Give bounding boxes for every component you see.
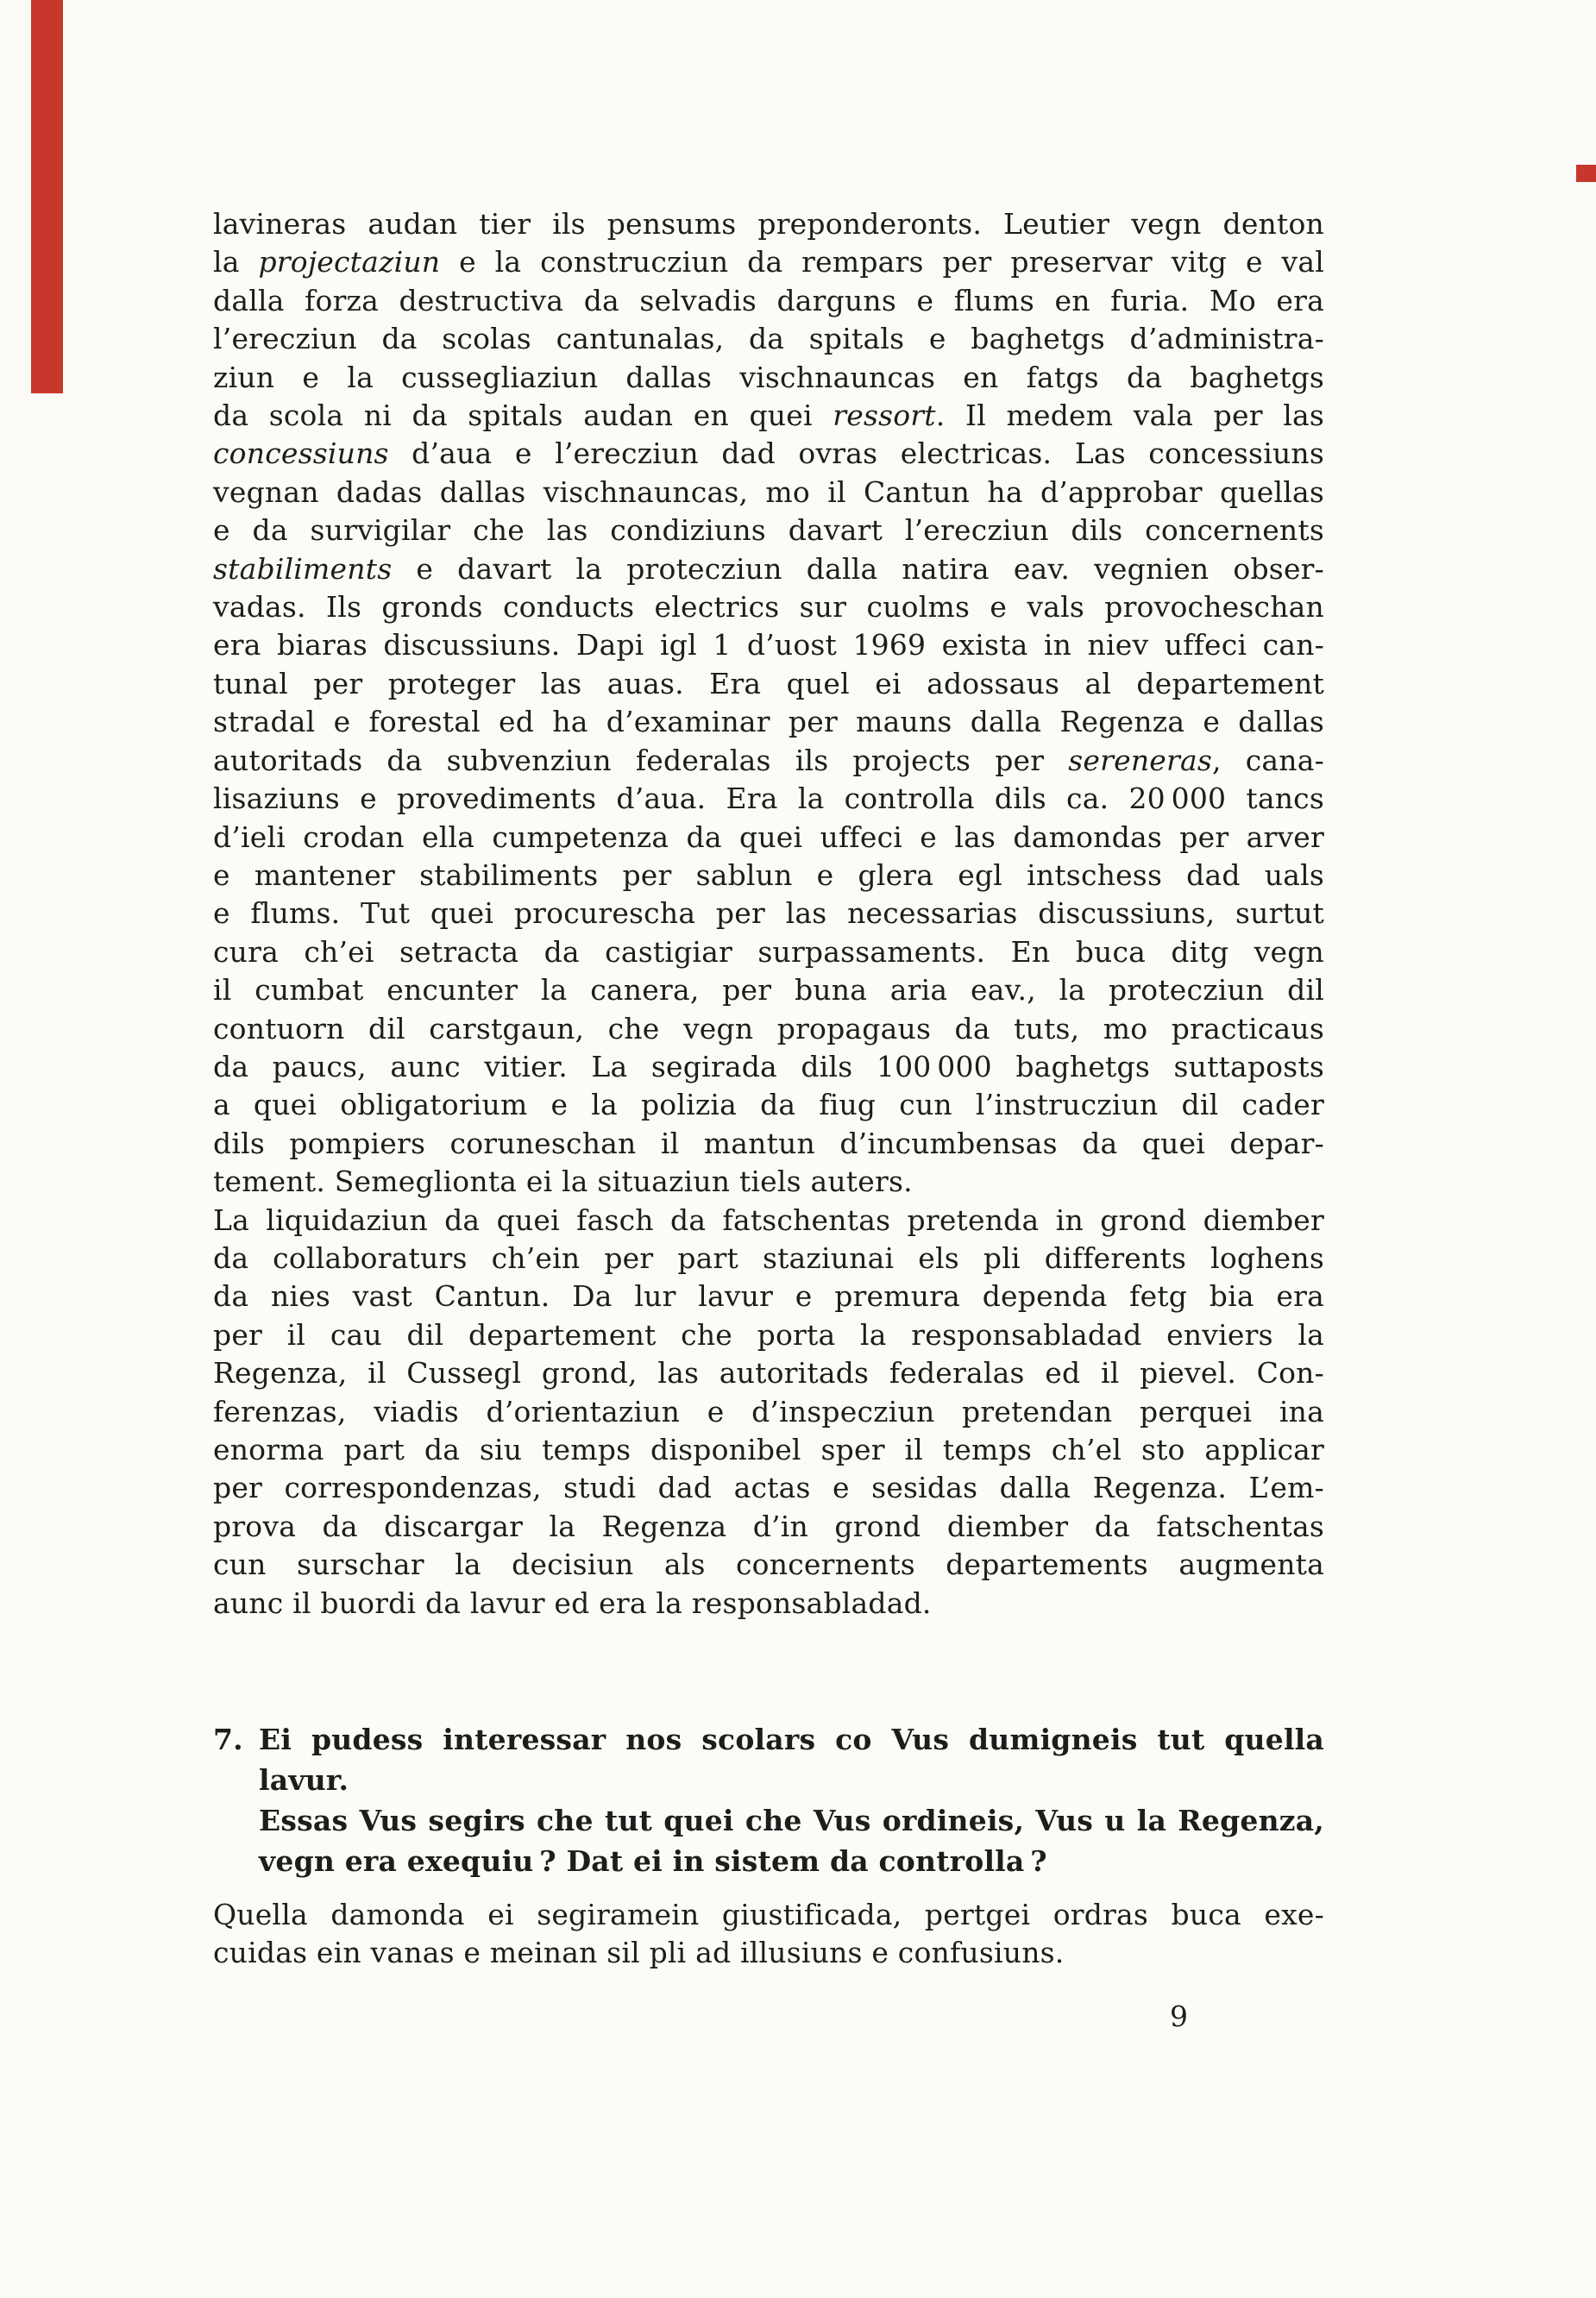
text-line: lisaziuns e provediments d’aua. Era la controlla dils ca. 20 000 tancs (213, 782, 1324, 816)
text-line: d’ieli crodan ella cumpetenza da quei uffeci e las damondas per arver (213, 819, 1324, 854)
page-number: 9 (1170, 2000, 1188, 2033)
text-line: Essas Vus segirs che tut quei che Vus ordineis, Vus u la Regenza, (259, 1804, 1324, 1837)
text-line: da nies vast Cantun. Da lur lavur e premura dependa fetg bia era (213, 1279, 1324, 1314)
text-line: cura ch’ei setracta da castigiar surpassaments. En buca ditg vegn (213, 934, 1324, 969)
text-line: a quei obligatorium e la polizia da fiug cun l’instrucziun dil cader (213, 1088, 1324, 1122)
text-line: vadas. Ils gronds conducts electrics sur cuolms e vals provocheschan (213, 590, 1324, 625)
text-line: tunal per proteger las auas. Era quel ei adossaus al departement (213, 666, 1324, 700)
text-line: enorma part da siu temps disponibel sper il temps ch’el sto applicar (213, 1433, 1324, 1466)
text-line: da scola ni da spitals audan en quei ressort. Il medem vala per las (213, 399, 1324, 433)
text-line: ferenzas, viadis d’orientaziun e d’inspecziun pretendan perquei ina (213, 1394, 1324, 1428)
text-line: cun surschar la decisiun als concernents departements augmenta (213, 1548, 1324, 1582)
question-7 (213, 1719, 1324, 1881)
text-line: l’erecziun da scolas cantunalas, da spitals e baghetgs d’administra- (213, 322, 1324, 356)
text-line: prova da discargar la Regenza d’in grond diember da fatschentas (213, 1509, 1324, 1543)
text-line: e da survigilar che las condiziuns davart l’erecziun dils concernents (213, 513, 1324, 548)
text-line: e mantener stabiliments per sablun e glera egl intschess dad uals (213, 857, 1324, 892)
text-line: per il cau dil departement che porta la responsabladad enviers la (213, 1317, 1324, 1352)
red-edge-mark-right (1576, 165, 1596, 182)
text-line: La liquidaziun da quei fasch da fatschentas pretenda in grond diember (213, 1202, 1324, 1237)
text-line: ziun e la cussegliaziun dallas vischnauncas en fatgs da baghetgs (213, 360, 1324, 394)
text-line: contuorn dil carstgaun, che vegn propagaus da tuts, mo practicaus (213, 1011, 1324, 1045)
text-line: Ei pudess interessar nos scolars co Vus dumigneis tut quella lavur. (259, 1723, 1324, 1797)
text-line: stradal e forestal ed ha d’examinar per mauns dalla Regenza e dallas (213, 705, 1324, 739)
text-line: il cumbat encunter la canera, per buna aria eav., la protecziun dil (213, 973, 1324, 1008)
text-line: Regenza, il Cussegl grond, las autoritads federalas ed il pievel. Con- (213, 1356, 1324, 1391)
text-line: stabiliments e davart la protecziun dalla natira eav. vegnien obser- (213, 551, 1324, 586)
closing-paragraph (213, 1896, 1324, 1973)
text-line: da collaboraturs ch’ein per part staziunai els pli differents loghens (213, 1240, 1324, 1275)
text-line: da paucs, aunc vitier. La segirada dils 100 000 baghetgs suttaposts (213, 1049, 1324, 1083)
text-line: autoritads da subvenziun federalas ils projects per sereneras, cana- (213, 743, 1324, 777)
text-line: la projectaziun e la construcziun da rempars per preservar vitg e val (213, 245, 1324, 279)
red-ribbon-mark-left (31, 0, 63, 393)
text-line: vegnan dadas dallas vischnauncas, mo il Cantun ha d’approbar quellas (213, 474, 1324, 509)
text-line: lavineras audan tier ils pensums preponderonts. Leutier vegn denton (213, 207, 1324, 241)
text-line: cuidas ein vanas e meinan sil pli ad illusiuns e confusiuns. (213, 1936, 1065, 1970)
text-line: vegn era exequiu ? Dat ei in sistem da controlla ? (259, 1844, 1047, 1878)
text-line: Quella damonda ei segiramein giustificada, pertgei ordras buca exe- (213, 1898, 1324, 1931)
text-line: per correspondenzas, studi dad actas e sesidas dalla Regenza. L’em- (213, 1471, 1324, 1505)
question-text (259, 1719, 1324, 1881)
text-line: dalla forza destructiva da selvadis darguns e flums en furia. Mo era (213, 283, 1324, 317)
question-number: 7. (213, 1723, 243, 1756)
text-line: tement. Semeglionta ei la situaziun tiels auters. (213, 1165, 913, 1199)
body-text (213, 205, 1324, 1623)
text-line: dils pompiers coruneschan il mantun d’incumbensas da quei depar- (213, 1126, 1324, 1160)
text-line: era biaras discussiuns. Dapi igl 1 d’uost 1969 exista in niev uffeci can- (213, 628, 1324, 662)
text-line: aunc il buordi da lavur ed era la responsabladad. (213, 1585, 932, 1620)
text-line: e flums. Tut quei procurescha per las necessarias discussiuns, surtut (213, 896, 1324, 931)
text-line: concessiuns d’aua e l’erecziun dad ovras electricas. Las concessiuns (213, 436, 1324, 471)
